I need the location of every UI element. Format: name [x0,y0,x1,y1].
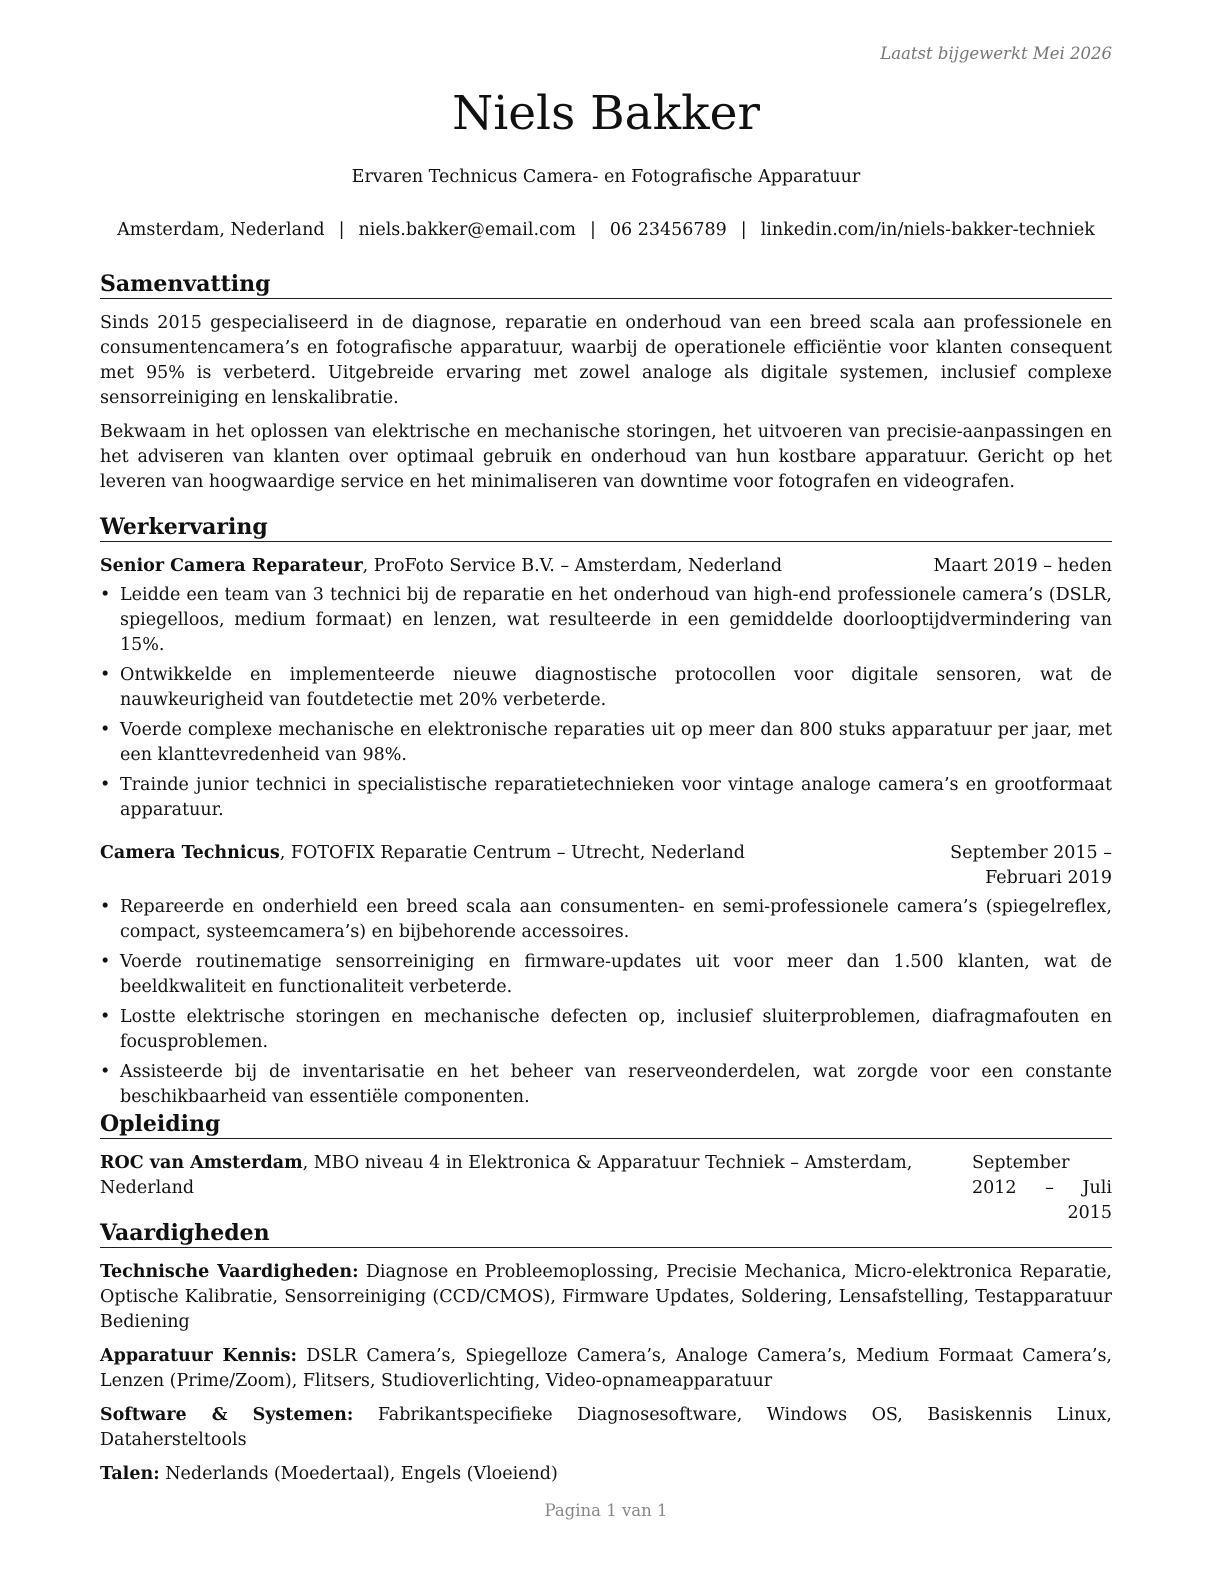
job-bullet: • Lostte elektrische storingen en mechanische defecten op, inclusief sluiterproblemen, diafragmafouten en focusproblemen. [100,1005,1112,1055]
skill-label: Talen: [100,1464,160,1484]
job-bullets [100,895,1112,1110]
job-bullets [100,583,1112,823]
job-role: Senior Camera Reparateur [100,556,363,576]
section-title-skills: Vaardigheden [100,1220,1112,1248]
job-entry [100,554,1112,823]
skill-label: Software & Systemen: [100,1405,354,1425]
education-section [100,1111,1112,1226]
job-entry [100,841,1112,1110]
experience-section [100,514,1112,1115]
skill-label: Technische Vaardigheden: [100,1262,359,1282]
skill-text: Nederlands (Moedertaal), Engels (Vloeiend) [159,1464,558,1484]
skill-row [100,1462,1112,1487]
job-bullet: • Trainde junior technici in specialistische reparatietechnieken voor vintage analoge camera’s en grootformaat apparatuur. [100,773,1112,823]
skill-row [100,1260,1112,1335]
skills-section [100,1220,1112,1496]
last-updated: Laatst bijgewerkt Mei 2026 [880,44,1112,63]
job-bullet: • Repareerde en onderhield een breed scala aan consumenten- en semi-professionele camera’s (spiegelreflex, compact, systeemcamera’s) en bijbehorende accessoires. [100,895,1112,945]
skill-row [100,1403,1112,1453]
job-dates: Maart 2019 – heden [933,556,1112,576]
skill-text: DSLR Camera’s, Spiegelloze Camera’s, Analoge Camera’s, Medium Formaat Camera’s, Lenzen (Prime/Zoom), Flitsers, Studioverlichting, Video-opnameapparatuur [100,1346,1112,1391]
job-dates: September 2015 – Februari 2019 [950,843,1112,888]
section-title-summary: Samenvatting [100,271,1112,299]
job-bullet: • Leidde een team van 3 technici bij de reparatie en het onderhoud van high-end professionele camera’s (DSLR, spiegelloos, medium formaat) en lenzen, wat resulteerde in een gemiddelde doorlooptijdvermindering van 15%. [100,583,1112,658]
contact-location: Amsterdam, Nederland [117,220,325,240]
job-role: Camera Technicus [100,843,280,863]
page-number: Pagina 1 van 1 [544,1501,668,1520]
contact-separator: | [740,220,747,240]
job-header [100,554,1112,579]
job-bullet: • Ontwikkelde en implementeerde nieuwe diagnostische protocollen voor digitale sensoren, wat de nauwkeurigheid van foutdetectie met 20% verbeterde. [100,663,1112,713]
contact-email[interactable]: niels.bakker@email.com [358,220,576,240]
job-company: , ProFoto Service B.V. – Amsterdam, Nederland [362,556,783,576]
contact-linkedin[interactable]: linkedin.com/in/niels-bakker-techniek [760,220,1095,240]
contact-phone[interactable]: 06 23456789 [609,220,727,240]
job-company: , FOTOFIX Reparatie Centrum – Utrecht, Nederland [279,843,745,863]
skill-text: Diagnose en Probleemoplossing, Precisie Mechanica, Micro-elektronica Reparatie, Optische Kalibratie, Sensorreiniging (CCD/CMOS), Firmware Updates, Soldering, Lensafstelling, Testapparatuur Bediening [100,1262,1112,1332]
section-title-education: Opleiding [100,1111,1112,1139]
job-header [100,841,1112,891]
job-title: Ervaren Technicus Camera- en Fotografische Apparatuur [351,167,861,187]
contact-line [100,220,1112,240]
education-school: ROC van Amsterdam [100,1153,303,1173]
summary-section [100,271,1112,504]
education-entry [100,1151,1112,1226]
contact-separator: | [589,220,596,240]
candidate-name: Niels Bakker [452,86,760,141]
education-dates: September 2012 – Juli 2015 [972,1153,1112,1223]
education-detail: , MBO niveau 4 in Elektronica & Apparatuur Techniek – Amsterdam, Nederland [100,1153,913,1198]
skill-row [100,1344,1112,1394]
job-bullet: • Voerde complexe mechanische en elektronische reparaties uit op meer dan 800 stuks apparatuur per jaar, met een klanttevredenheid van 98%. [100,718,1112,768]
contact-separator: | [338,220,345,240]
section-title-experience: Werkervaring [100,514,1112,542]
job-bullet: • Voerde routinematige sensorreiniging en firmware-updates uit voor meer dan 1.500 klanten, wat de beeldkwaliteit en functionaliteit verbeterde. [100,950,1112,1000]
skill-label: Apparatuur Kennis: [100,1346,297,1366]
job-bullet: • Assisteerde bij de inventarisatie en het beheer van reserveonderdelen, wat zorgde voor een constante beschikbaarheid van essentiële componenten. [100,1060,1112,1110]
summary-paragraph: Sinds 2015 gespecialiseerd in de diagnose, reparatie en onderhoud van een breed scala aan professionele en consumentencamera’s en fotografische apparatuur, waarbij de operationele efficiëntie voor klanten consequent met 95% is verbeterd. Uitgebreide ervaring met zowel analoge als digitale systemen, inclusief complexe sensorreiniging en lenskalibratie. [100,313,1112,408]
summary-paragraph: Bekwaam in het oplossen van elektrische en mechanische storingen, het uitvoeren van precisie-aanpassingen en het adviseren van klanten over optimaal gebruik en onderhoud van hun kostbare apparatuur. Gericht op het leveren van hoogwaardige service en het minimaliseren van downtime voor fotografen en videografen. [100,422,1112,492]
skill-text: Fabrikantspecifieke Diagnosesoftware, Windows OS, Basiskennis Linux, Datahersteltools [100,1405,1112,1450]
